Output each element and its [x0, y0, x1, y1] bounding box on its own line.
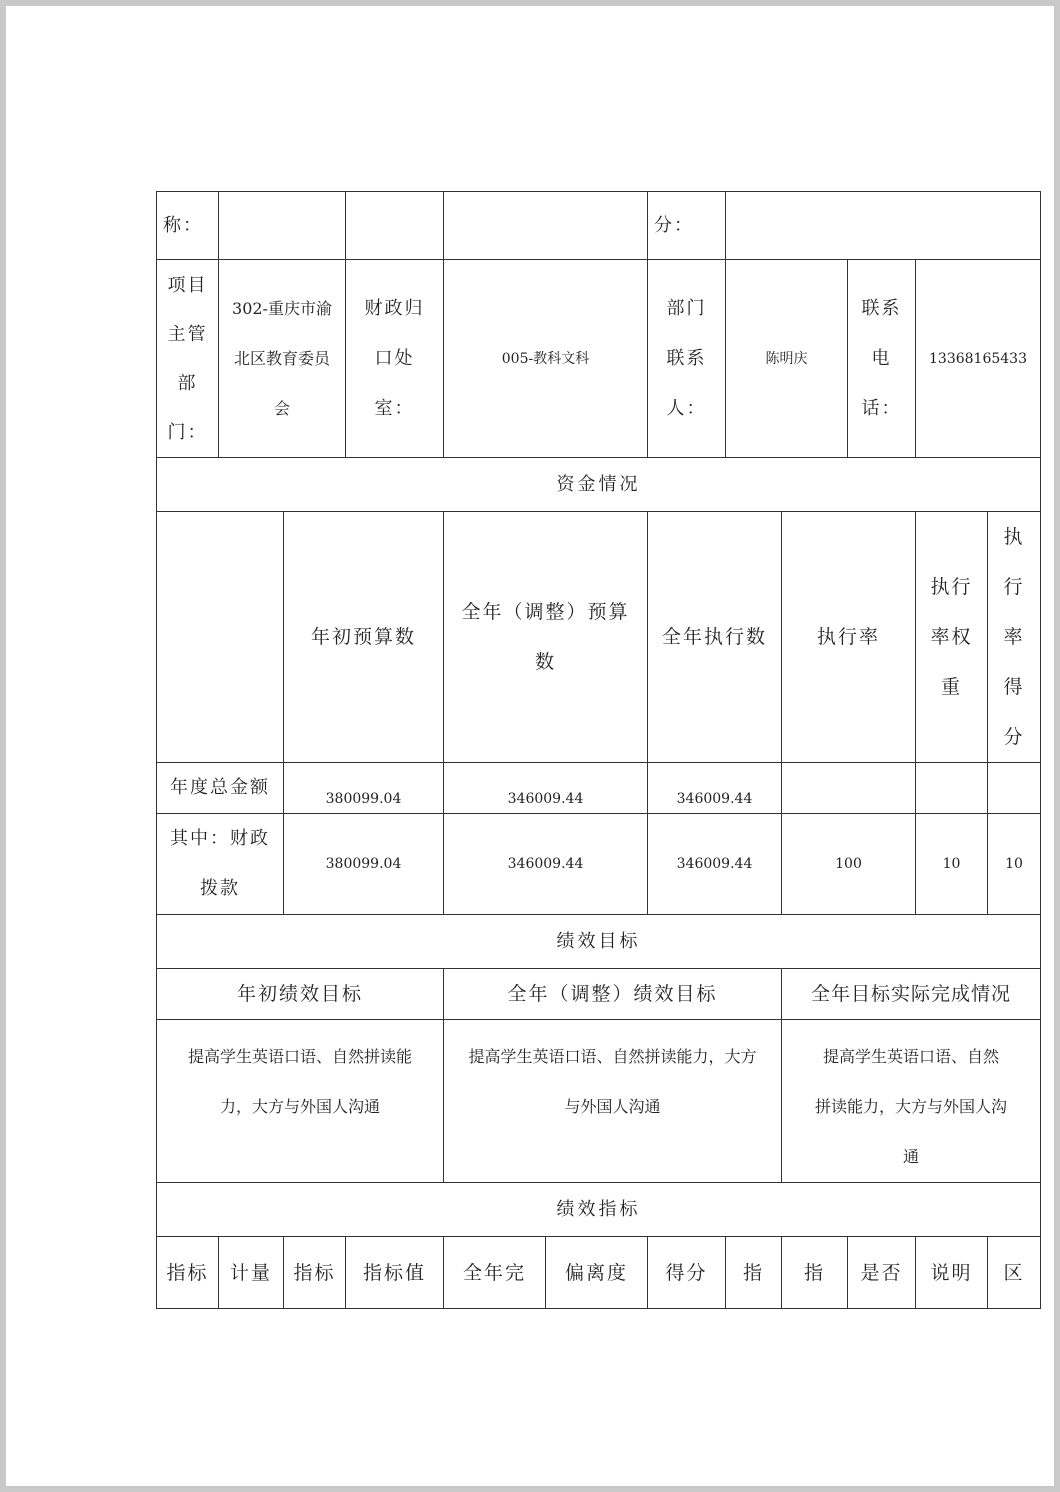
name-row	[157, 192, 1041, 260]
funds-header-row	[157, 512, 1041, 763]
funds-cell: 380099.04	[284, 814, 444, 915]
indicator-header: 指	[726, 1237, 782, 1309]
finance-label: 财政归 口处 室：	[346, 260, 444, 458]
funds-cell: 346009.44	[444, 763, 648, 814]
indicator-header: 是否	[848, 1237, 916, 1309]
name-value-cell	[219, 192, 346, 260]
performance-table	[156, 191, 1041, 1309]
funds-cell	[782, 763, 916, 814]
score-label: 分：	[648, 192, 726, 260]
goals-header-actual: 全年目标实际完成情况	[782, 969, 1041, 1020]
indicator-header: 指	[782, 1237, 848, 1309]
name-label: 称：	[157, 192, 219, 260]
funds-title: 资金情况	[157, 458, 1041, 512]
indicators-title-row	[157, 1183, 1041, 1237]
goals-header-adjusted: 全年（调整）绩效目标	[444, 969, 782, 1020]
funds-header-empty	[157, 512, 284, 763]
goals-title: 绩效目标	[157, 915, 1041, 969]
document-page	[6, 6, 1054, 1486]
funds-header-rate-score: 执 行 率 得 分	[988, 512, 1041, 763]
funds-cell	[988, 763, 1041, 814]
funds-cell: 10	[988, 814, 1041, 915]
goals-header-row	[157, 969, 1041, 1020]
goals-title-row	[157, 915, 1041, 969]
funds-cell: 346009.44	[648, 814, 782, 915]
goals-adjusted-text: 提高学生英语口语、自然拼读能力，大方 与外国人沟通	[444, 1020, 782, 1183]
indicator-header: 计量	[219, 1237, 284, 1309]
finance-value: 005-教科文科	[444, 260, 648, 458]
funds-cell: 346009.44	[648, 763, 782, 814]
indicator-header: 说明	[916, 1237, 988, 1309]
indicator-header: 区	[988, 1237, 1041, 1309]
phone-label: 联系 电 话：	[848, 260, 916, 458]
goals-header-initial: 年初绩效目标	[157, 969, 444, 1020]
funds-header-executed: 全年执行数	[648, 512, 782, 763]
score-value-cell	[726, 192, 1041, 260]
funds-cell: 100	[782, 814, 916, 915]
contact-label: 部门 联系 人：	[648, 260, 726, 458]
indicator-header: 指标	[157, 1237, 219, 1309]
dept-value: 302-重庆市渝 北区教育委员 会	[219, 260, 346, 458]
department-row	[157, 260, 1041, 458]
funds-row-label: 年度总金额	[157, 763, 284, 814]
indicator-header: 指标值	[346, 1237, 444, 1309]
funds-cell: 380099.04	[284, 763, 444, 814]
name-extra-cell	[346, 192, 444, 260]
phone-value: 13368165433	[916, 260, 1041, 458]
indicators-header-row	[157, 1237, 1041, 1309]
indicators-title: 绩效指标	[157, 1183, 1041, 1237]
name-extra-cell	[444, 192, 648, 260]
funds-header-exec-rate: 执行率	[782, 512, 916, 763]
funds-cell: 10	[916, 814, 988, 915]
contact-value: 陈明庆	[726, 260, 848, 458]
funds-row-label: 其中：财政 拨款	[157, 814, 284, 915]
funds-cell: 346009.44	[444, 814, 648, 915]
funds-header-adjusted-budget: 全年（调整）预算 数	[444, 512, 648, 763]
funds-header-initial-budget: 年初预算数	[284, 512, 444, 763]
funds-cell	[916, 763, 988, 814]
funds-title-row	[157, 458, 1041, 512]
funds-row-total	[157, 763, 1041, 814]
funds-row-fiscal	[157, 814, 1041, 915]
indicator-header: 得分	[648, 1237, 726, 1309]
funds-header-rate-weight: 执行 率权 重	[916, 512, 988, 763]
goals-initial-text: 提高学生英语口语、自然拼读能 力，大方与外国人沟通	[157, 1020, 444, 1183]
indicator-header: 全年完	[444, 1237, 546, 1309]
indicator-header: 偏离度	[546, 1237, 648, 1309]
goals-value-row	[157, 1020, 1041, 1183]
goals-actual-text: 提高学生英语口语、自然 拼读能力，大方与外国人沟 通	[782, 1020, 1041, 1183]
indicator-header: 指标	[284, 1237, 346, 1309]
dept-label: 项目 主管 部 门：	[157, 260, 219, 458]
